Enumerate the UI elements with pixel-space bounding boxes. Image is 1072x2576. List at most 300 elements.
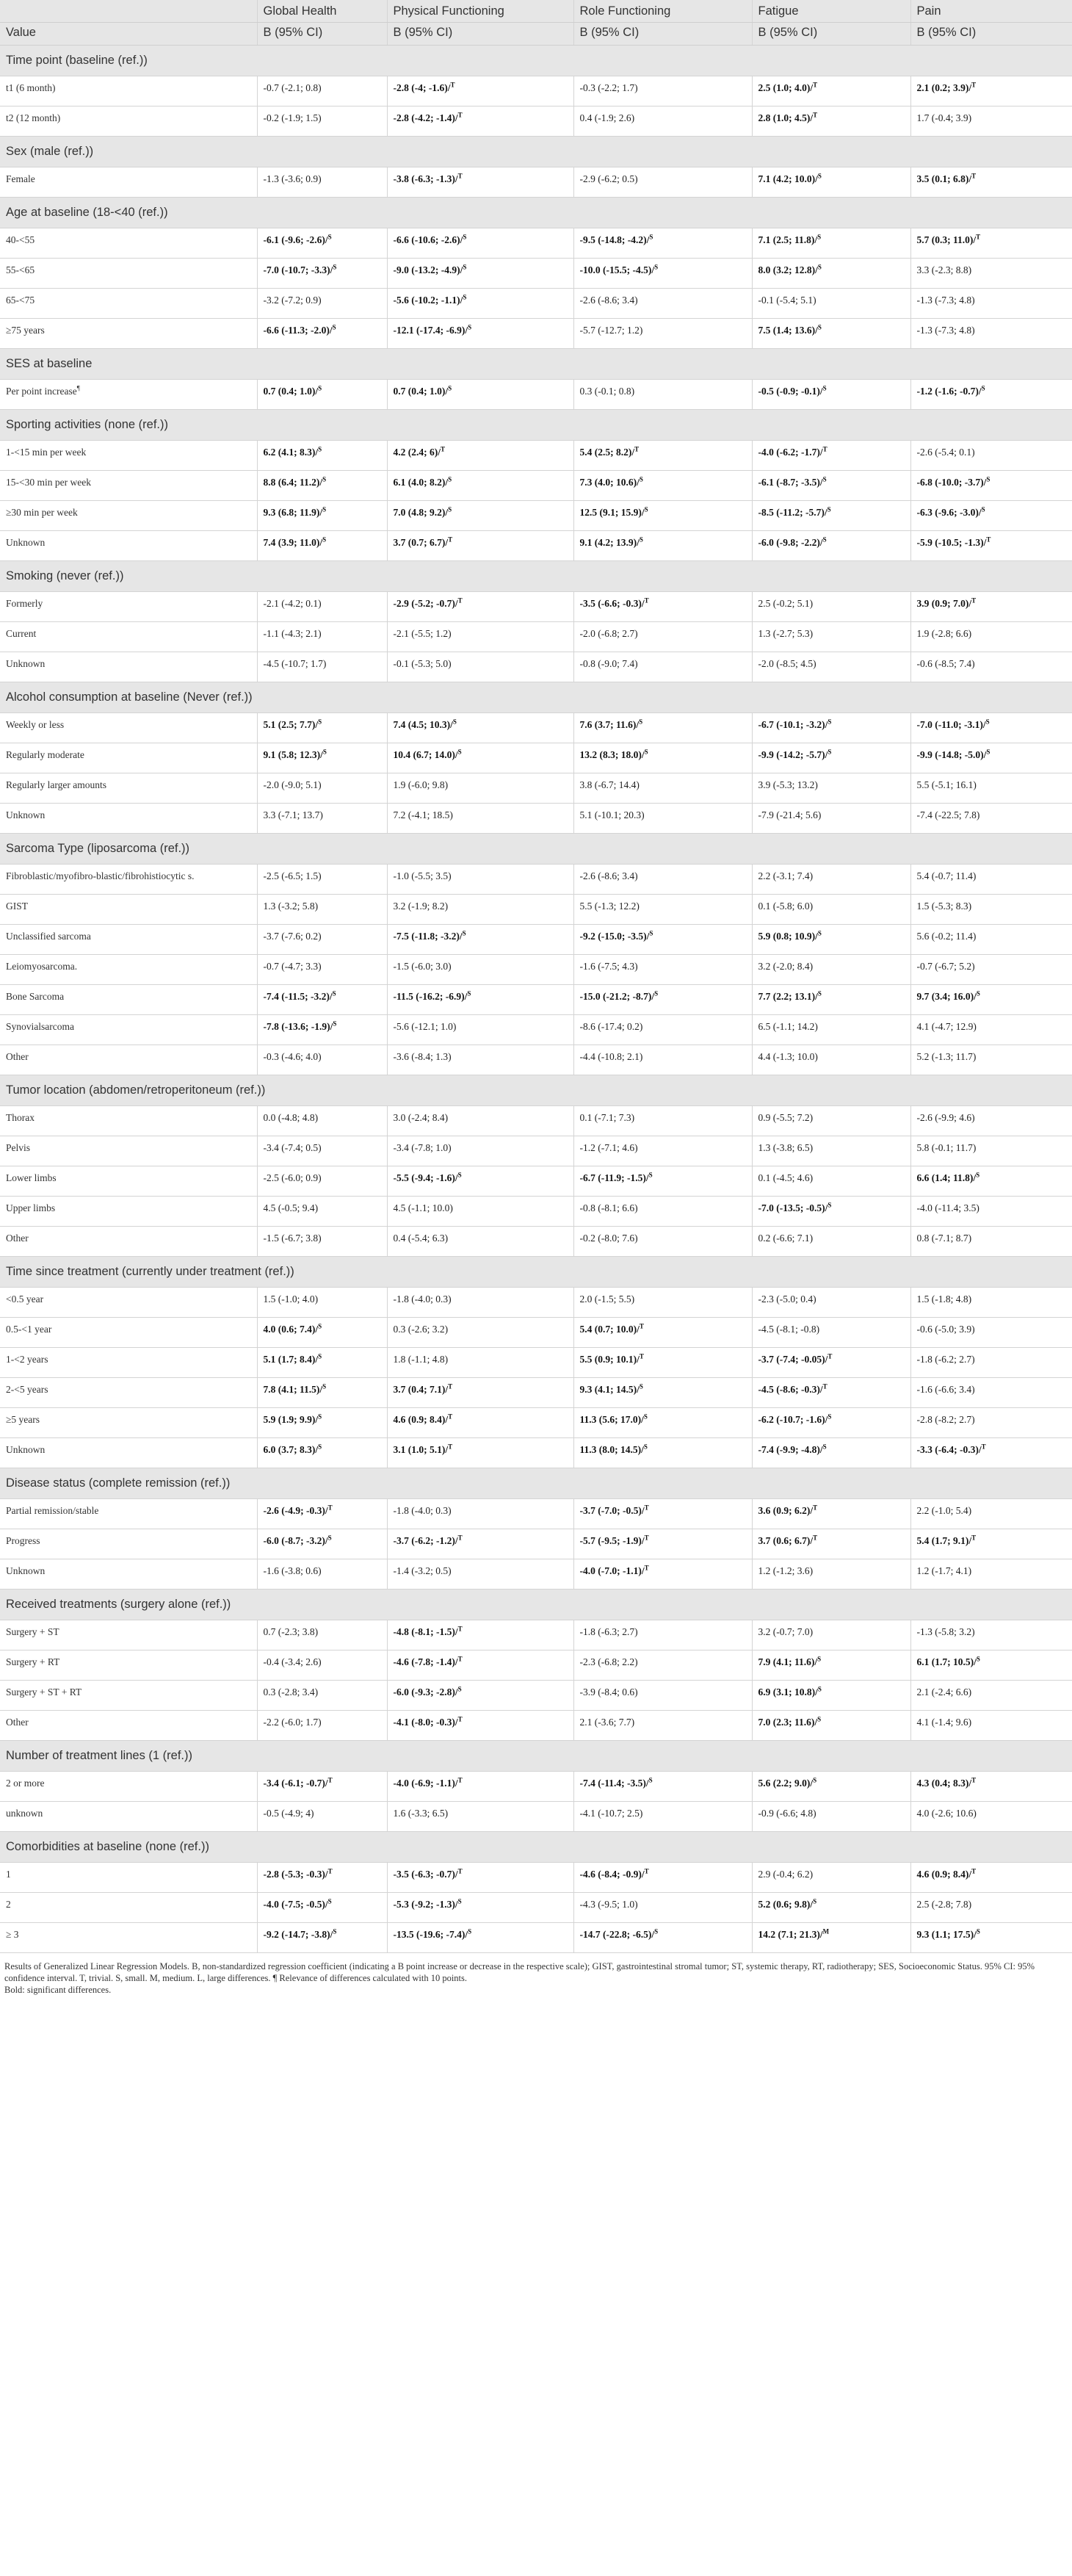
coefficient-value: 5.5 (0.9; 10.1)/ xyxy=(579,1354,640,1365)
coefficient-value: 3.3 (-2.3; 8.8) xyxy=(916,264,972,275)
header-pain: Pain xyxy=(910,0,1072,23)
row-label: Lower limbs xyxy=(6,1172,57,1183)
relevance-marker: S xyxy=(463,263,467,271)
value-cell xyxy=(910,1318,1072,1348)
coefficient-value: 5.6 (-0.2; 11.4) xyxy=(916,931,977,942)
value-cell xyxy=(257,1529,387,1559)
header-stat-label: B (95% CI) xyxy=(387,23,573,46)
table-row xyxy=(0,1620,1072,1650)
relevance-marker: S xyxy=(649,929,653,937)
table-row xyxy=(0,107,1072,137)
row-label: Regularly larger amounts xyxy=(6,779,106,790)
value-cell xyxy=(387,380,573,410)
row-label-cell xyxy=(0,289,257,319)
coefficient-value: 4.6 (0.9; 8.4)/ xyxy=(393,1414,449,1425)
row-label: Partial remission/stable xyxy=(6,1505,99,1516)
value-cell xyxy=(573,501,752,531)
table-row xyxy=(0,955,1072,985)
relevance-marker: T xyxy=(971,81,977,89)
coefficient-value: -2.6 (-9.9; 4.6) xyxy=(916,1112,975,1123)
coefficient-value: 0.8 (-7.1; 8.7) xyxy=(916,1233,972,1244)
coefficient-value: 9.1 (4.2; 13.9)/ xyxy=(579,537,640,548)
value-cell xyxy=(752,1015,910,1045)
value-cell xyxy=(387,592,573,622)
value-cell xyxy=(573,622,752,652)
coefficient-value: -0.6 (-8.5; 7.4) xyxy=(916,658,975,669)
coefficient-value: 4.1 (-1.4; 9.6) xyxy=(916,1717,972,1728)
coefficient-value: 1.3 (-2.7; 5.3) xyxy=(758,628,814,639)
coefficient-value: 3.9 (-5.3; 13.2) xyxy=(758,779,818,790)
value-cell xyxy=(387,773,573,804)
coefficient-value: 3.9 (0.9; 7.0)/ xyxy=(916,598,972,609)
coefficient-value: 3.3 (-7.1; 13.7) xyxy=(263,809,323,820)
relevance-marker: T xyxy=(327,1776,333,1784)
row-label: Unknown xyxy=(6,537,46,548)
coefficient-value: 1.5 (-1.8; 4.8) xyxy=(916,1294,972,1305)
coefficient-value: 0.2 (-6.6; 7.1) xyxy=(758,1233,814,1244)
row-label-cell xyxy=(0,1408,257,1438)
coefficient-value: -3.7 (-7.0; -0.5)/ xyxy=(579,1505,645,1516)
coefficient-value: 9.3 (4.1; 14.5)/ xyxy=(579,1384,640,1395)
row-label: Surgery + ST xyxy=(6,1626,59,1637)
table-row xyxy=(0,1288,1072,1318)
value-cell xyxy=(910,1772,1072,1802)
value-cell xyxy=(910,501,1072,531)
value-cell xyxy=(752,259,910,289)
value-cell xyxy=(752,471,910,501)
coefficient-value: 1.2 (-1.2; 3.6) xyxy=(758,1565,814,1576)
value-cell xyxy=(387,1923,573,1953)
value-cell xyxy=(257,1559,387,1590)
coefficient-value: 7.8 (4.1; 11.5)/ xyxy=(263,1384,323,1395)
value-cell xyxy=(910,1893,1072,1923)
value-cell xyxy=(910,985,1072,1015)
value-cell xyxy=(910,1197,1072,1227)
value-cell xyxy=(752,1438,910,1468)
value-cell xyxy=(573,1802,752,1832)
value-cell xyxy=(257,531,387,561)
value-cell xyxy=(257,76,387,107)
value-cell xyxy=(752,1378,910,1408)
coefficient-value: -7.8 (-13.6; -1.9)/ xyxy=(263,1021,333,1032)
value-cell xyxy=(910,441,1072,471)
footnote-abbreviations: Results of Generalized Linear Regression Models. B, non-standardized regression coefficient (indicating a B point increase or decrease in the respective scale); GIST, gastrointestinal stromal tumor; ST, systemic therapy, RT, radiotherapy; SES, Socioeconomic Status. 95% CI: 95% confidence interval. T, trivial. S, small. M, medium. L, large differences. ¶ Relevance of differences calculated with 10 points. xyxy=(4,1961,1035,1983)
coefficient-value: -2.9 (-5.2; -0.7)/ xyxy=(393,598,458,609)
value-cell xyxy=(752,1559,910,1590)
relevance-marker: T xyxy=(813,81,818,89)
relevance-marker: T xyxy=(827,1352,833,1360)
row-label: Formerly xyxy=(6,598,43,609)
row-label-cell xyxy=(0,1348,257,1378)
row-label-cell xyxy=(0,167,257,198)
relevance-marker: S xyxy=(457,1685,462,1693)
value-cell xyxy=(387,107,573,137)
row-label-cell xyxy=(0,1711,257,1741)
row-label-cell xyxy=(0,925,257,955)
value-cell xyxy=(573,1681,752,1711)
table-row xyxy=(0,743,1072,773)
row-label-cell xyxy=(0,1136,257,1166)
coefficient-value: 4.4 (-1.3; 10.0) xyxy=(758,1051,818,1062)
coefficient-value: 1.3 (-3.8; 6.5) xyxy=(758,1142,814,1153)
coefficient-value: 3.2 (-1.9; 8.2) xyxy=(393,901,449,912)
relevance-marker: S xyxy=(457,1171,462,1179)
section-title: Received treatments (surgery alone (ref.)) xyxy=(0,1590,1072,1620)
relevance-marker: S xyxy=(322,748,327,756)
value-cell xyxy=(387,1802,573,1832)
coefficient-value: -4.0 (-11.4; 3.5) xyxy=(916,1202,979,1213)
relevance-marker: T xyxy=(639,1352,644,1360)
value-cell xyxy=(257,228,387,259)
coefficient-value: -2.0 (-6.8; 2.7) xyxy=(579,628,638,639)
row-label-cell xyxy=(0,955,257,985)
coefficient-value: -9.9 (-14.8; -5.0)/ xyxy=(916,749,987,760)
coefficient-value: -3.4 (-6.1; -0.7)/ xyxy=(263,1778,328,1789)
value-cell xyxy=(910,319,1072,349)
row-label: 65-<75 xyxy=(6,295,35,306)
table-row xyxy=(0,1893,1072,1923)
coefficient-value: -4.0 (-7.5; -0.5)/ xyxy=(263,1899,328,1910)
row-label-cell xyxy=(0,1166,257,1197)
coefficient-value: -3.7 (-7.4; -0.05)/ xyxy=(758,1354,828,1365)
table-row xyxy=(0,319,1072,349)
header-row-stats xyxy=(0,23,1072,46)
row-label: ≥30 min per week xyxy=(6,507,78,518)
relevance-marker: T xyxy=(822,445,827,453)
relevance-marker: S xyxy=(827,748,832,756)
coefficient-value: 4.5 (-0.5; 9.4) xyxy=(263,1202,319,1213)
table-row xyxy=(0,1378,1072,1408)
relevance-marker: S xyxy=(467,989,471,997)
value-cell xyxy=(573,1106,752,1136)
value-cell xyxy=(573,1529,752,1559)
row-label: Synovialsarcoma xyxy=(6,1021,74,1032)
row-label-cell xyxy=(0,1318,257,1348)
value-cell xyxy=(573,319,752,349)
table-row xyxy=(0,1348,1072,1378)
row-label-cell xyxy=(0,622,257,652)
value-cell xyxy=(257,1681,387,1711)
coefficient-value: 5.4 (0.7; 10.0)/ xyxy=(579,1324,640,1335)
relevance-marker: S xyxy=(822,1443,827,1451)
coefficient-value: 0.4 (-5.4; 6.3) xyxy=(393,1233,449,1244)
value-cell xyxy=(573,1136,752,1166)
coefficient-value: -2.6 (-4.9; -0.3)/ xyxy=(263,1505,328,1516)
coefficient-value: 4.6 (0.9; 8.4)/ xyxy=(916,1869,972,1880)
value-cell xyxy=(387,1227,573,1257)
value-cell xyxy=(910,380,1072,410)
coefficient-value: 7.5 (1.4; 13.6)/ xyxy=(758,325,818,336)
relevance-marker: T xyxy=(457,1776,463,1784)
coefficient-value: 7.4 (4.5; 10.3)/ xyxy=(393,719,453,730)
relevance-marker: S xyxy=(827,505,831,513)
table-row xyxy=(0,471,1072,501)
value-cell xyxy=(910,592,1072,622)
row-label: Surgery + ST + RT xyxy=(6,1686,82,1698)
value-cell xyxy=(573,167,752,198)
value-cell xyxy=(257,471,387,501)
value-cell xyxy=(257,1499,387,1529)
value-cell xyxy=(387,1893,573,1923)
coefficient-value: -3.5 (-6.3; -0.7)/ xyxy=(393,1869,458,1880)
coefficient-value: -7.4 (-22.5; 7.8) xyxy=(916,809,980,820)
coefficient-value: 2.5 (1.0; 4.0)/ xyxy=(758,82,814,93)
relevance-marker: T xyxy=(813,111,818,119)
value-cell xyxy=(257,501,387,531)
value-cell xyxy=(257,925,387,955)
section-header-row xyxy=(0,1468,1072,1499)
coefficient-value: -6.0 (-8.7; -3.2)/ xyxy=(263,1535,328,1546)
relevance-marker: T xyxy=(448,1413,453,1421)
relevance-marker: S xyxy=(448,505,452,513)
value-cell xyxy=(573,289,752,319)
coefficient-value: 1.7 (-0.4; 3.9) xyxy=(916,112,972,123)
relevance-marker: S xyxy=(318,384,322,392)
coefficient-value: 6.2 (4.1; 8.3)/ xyxy=(263,447,319,458)
value-cell xyxy=(387,1106,573,1136)
table-row xyxy=(0,531,1072,561)
header-role-functioning: Role Functioning xyxy=(573,0,752,23)
relevance-marker: S xyxy=(644,505,648,513)
section-title: Time since treatment (currently under treatment (ref.)) xyxy=(0,1257,1072,1288)
coefficient-value: -2.2 (-6.0; 1.7) xyxy=(263,1717,322,1728)
coefficient-value: -9.9 (-14.2; -5.7)/ xyxy=(758,749,828,760)
value-cell xyxy=(752,622,910,652)
row-label-cell xyxy=(0,1288,257,1318)
relevance-marker: S xyxy=(827,1201,832,1209)
relevance-marker: T xyxy=(644,1504,649,1512)
row-label-cell xyxy=(0,471,257,501)
coefficient-value: 5.9 (1.9; 9.9)/ xyxy=(263,1414,319,1425)
coefficient-value: -4.1 (-10.7; 2.5) xyxy=(579,1808,643,1819)
value-cell xyxy=(257,1650,387,1681)
coefficient-value: -5.7 (-9.5; -1.9)/ xyxy=(579,1535,645,1546)
row-label: 1 xyxy=(6,1869,11,1880)
value-cell xyxy=(387,1348,573,1378)
value-cell xyxy=(752,1893,910,1923)
row-label-cell xyxy=(0,1681,257,1711)
value-cell xyxy=(910,1288,1072,1318)
coefficient-value: 5.2 (-1.3; 11.7) xyxy=(916,1051,977,1062)
value-cell xyxy=(910,259,1072,289)
value-cell xyxy=(910,622,1072,652)
relevance-marker: T xyxy=(986,535,991,544)
coefficient-value: -5.6 (-12.1; 1.0) xyxy=(393,1021,457,1032)
coefficient-value: -1.1 (-4.3; 2.1) xyxy=(263,628,322,639)
row-label: 1-<15 min per week xyxy=(6,447,87,458)
value-cell xyxy=(910,1711,1072,1741)
value-cell xyxy=(752,289,910,319)
row-label-cell xyxy=(0,380,257,410)
value-cell xyxy=(910,1923,1072,1953)
relevance-marker: S xyxy=(817,323,822,331)
value-cell xyxy=(387,1711,573,1741)
value-cell xyxy=(910,1620,1072,1650)
row-label: Other xyxy=(6,1233,29,1244)
value-cell xyxy=(910,76,1072,107)
value-cell xyxy=(910,1650,1072,1681)
value-cell xyxy=(573,76,752,107)
table-row xyxy=(0,773,1072,804)
table-row xyxy=(0,925,1072,955)
row-label-cell xyxy=(0,1650,257,1681)
coefficient-value: -1.6 (-3.8; 0.6) xyxy=(263,1565,322,1576)
value-cell xyxy=(910,1136,1072,1166)
coefficient-value: -0.5 (-4.9; 4) xyxy=(263,1808,314,1819)
header-stat-label: B (95% CI) xyxy=(910,23,1072,46)
relevance-marker: T xyxy=(976,233,981,241)
coefficient-value: 2.9 (-0.4; 6.2) xyxy=(758,1869,814,1880)
table-row xyxy=(0,713,1072,743)
value-cell xyxy=(910,167,1072,198)
value-cell xyxy=(573,592,752,622)
value-cell xyxy=(573,1863,752,1893)
row-label-cell xyxy=(0,1499,257,1529)
coefficient-value: 3.5 (0.1; 6.8)/ xyxy=(916,173,972,184)
row-label: Per point increase xyxy=(6,386,77,397)
coefficient-value: 0.1 (-5.8; 6.0) xyxy=(758,901,814,912)
value-cell xyxy=(752,441,910,471)
row-label: 15-<30 min per week xyxy=(6,477,91,488)
coefficient-value: -2.5 (-6.0; 0.9) xyxy=(263,1172,322,1183)
coefficient-value: 0.1 (-7.1; 7.3) xyxy=(579,1112,635,1123)
value-cell xyxy=(752,1711,910,1741)
row-label: unknown xyxy=(6,1808,43,1819)
value-cell xyxy=(257,441,387,471)
coefficient-value: 5.8 (-0.1; 11.7) xyxy=(916,1142,977,1153)
value-cell xyxy=(387,1499,573,1529)
value-cell xyxy=(573,1499,752,1529)
coefficient-value: 10.4 (6.7; 14.0)/ xyxy=(393,749,458,760)
row-label-cell xyxy=(0,985,257,1015)
value-cell xyxy=(387,259,573,289)
row-label-cell xyxy=(0,652,257,682)
row-label: Leiomyosarcoma. xyxy=(6,961,78,972)
value-cell xyxy=(573,380,752,410)
table-row xyxy=(0,289,1072,319)
table-body xyxy=(0,46,1072,1953)
coefficient-value: 5.2 (0.6; 9.8)/ xyxy=(758,1899,814,1910)
value-cell xyxy=(573,1438,752,1468)
value-cell xyxy=(257,1438,387,1468)
value-cell xyxy=(387,1529,573,1559)
coefficient-value: 14.2 (7.1; 21.3)/ xyxy=(758,1929,823,1940)
value-cell xyxy=(752,925,910,955)
relevance-marker: S xyxy=(327,233,332,241)
value-cell xyxy=(910,1378,1072,1408)
row-label-cell xyxy=(0,1559,257,1590)
row-label-cell xyxy=(0,1620,257,1650)
section-title: Alcohol consumption at baseline (Never (ref.)) xyxy=(0,682,1072,713)
value-cell xyxy=(387,985,573,1015)
relevance-marker: S xyxy=(639,718,643,726)
coefficient-value: -5.3 (-9.2; -1.3)/ xyxy=(393,1899,458,1910)
row-label: Current xyxy=(6,628,37,639)
relevance-marker: S xyxy=(448,384,452,392)
table-row xyxy=(0,985,1072,1015)
table-row xyxy=(0,1559,1072,1590)
table-row xyxy=(0,501,1072,531)
value-cell xyxy=(573,865,752,895)
value-cell xyxy=(387,925,573,955)
coefficient-value: -3.2 (-7.2; 0.9) xyxy=(263,295,322,306)
table-row xyxy=(0,1863,1072,1893)
coefficient-value: -1.5 (-6.0; 3.0) xyxy=(393,961,452,972)
coefficient-value: 8.8 (6.4; 11.2)/ xyxy=(263,477,323,488)
coefficient-value: -2.3 (-6.8; 2.2) xyxy=(579,1656,638,1667)
relevance-marker: S xyxy=(981,384,985,392)
coefficient-value: 1.2 (-1.7; 4.1) xyxy=(916,1565,972,1576)
coefficient-value: 1.5 (-5.3; 8.3) xyxy=(916,901,972,912)
coefficient-value: -2.0 (-8.5; 4.5) xyxy=(758,658,816,669)
row-label-cell xyxy=(0,1378,257,1408)
row-label: Weekly or less xyxy=(6,719,65,730)
value-cell xyxy=(752,865,910,895)
relevance-marker: S xyxy=(827,1413,832,1421)
coefficient-value: -6.1 (-9.6; -2.6)/ xyxy=(263,234,328,245)
section-title: Sex (male (ref.)) xyxy=(0,137,1072,167)
value-cell xyxy=(752,167,910,198)
value-cell xyxy=(910,107,1072,137)
coefficient-value: 0.3 (-2.6; 3.2) xyxy=(393,1324,449,1335)
coefficient-value: -0.3 (-4.6; 4.0) xyxy=(263,1051,322,1062)
table-row xyxy=(0,1711,1072,1741)
value-cell xyxy=(752,1166,910,1197)
table-row xyxy=(0,228,1072,259)
value-cell xyxy=(910,1045,1072,1075)
value-cell xyxy=(257,1408,387,1438)
value-cell xyxy=(752,228,910,259)
table-row xyxy=(0,1650,1072,1681)
value-cell xyxy=(752,1529,910,1559)
coefficient-value: 7.4 (3.9; 11.0)/ xyxy=(263,537,323,548)
value-cell xyxy=(573,1318,752,1348)
coefficient-value: -3.7 (-6.2; -1.2)/ xyxy=(393,1535,458,1546)
value-cell xyxy=(387,1197,573,1227)
coefficient-value: -2.8 (-8.2; 2.7) xyxy=(916,1414,975,1425)
relevance-marker: S xyxy=(457,748,462,756)
coefficient-value: 7.0 (2.3; 11.6)/ xyxy=(758,1717,818,1728)
relevance-marker: T xyxy=(457,1534,463,1542)
coefficient-value: 6.6 (1.4; 11.8)/ xyxy=(916,1172,977,1183)
section-header-row xyxy=(0,1741,1072,1772)
value-cell xyxy=(573,1650,752,1681)
coefficient-value: 2.8 (1.0; 4.5)/ xyxy=(758,112,814,123)
value-cell xyxy=(752,1227,910,1257)
value-cell xyxy=(910,1227,1072,1257)
footnote-bold-note: Bold: significant differences. xyxy=(4,1985,112,1995)
coefficient-value: -6.6 (-10.6; -2.6)/ xyxy=(393,234,463,245)
row-label: <0.5 year xyxy=(6,1294,44,1305)
coefficient-value: -15.0 (-21.2; -8.7)/ xyxy=(579,991,655,1002)
relevance-marker: T xyxy=(457,1655,463,1663)
relevance-marker: S xyxy=(639,1382,643,1390)
header-physical-functioning: Physical Functioning xyxy=(387,0,573,23)
coefficient-value: 0.0 (-4.8; 4.8) xyxy=(263,1112,319,1123)
coefficient-value: 3.2 (-2.0; 8.4) xyxy=(758,961,814,972)
coefficient-value: 5.4 (1.7; 9.1)/ xyxy=(916,1535,972,1546)
table-row xyxy=(0,652,1072,682)
header-stat-label: B (95% CI) xyxy=(752,23,910,46)
coefficient-value: 3.8 (-6.7; 14.4) xyxy=(579,779,640,790)
section-header-row xyxy=(0,834,1072,865)
value-cell xyxy=(573,955,752,985)
relevance-marker: S xyxy=(643,1443,648,1451)
coefficient-value: -6.0 (-9.3; -2.8)/ xyxy=(393,1686,458,1698)
coefficient-value: -6.7 (-10.1; -3.2)/ xyxy=(758,719,828,730)
row-label-cell xyxy=(0,895,257,925)
relevance-marker: S xyxy=(817,1715,822,1723)
